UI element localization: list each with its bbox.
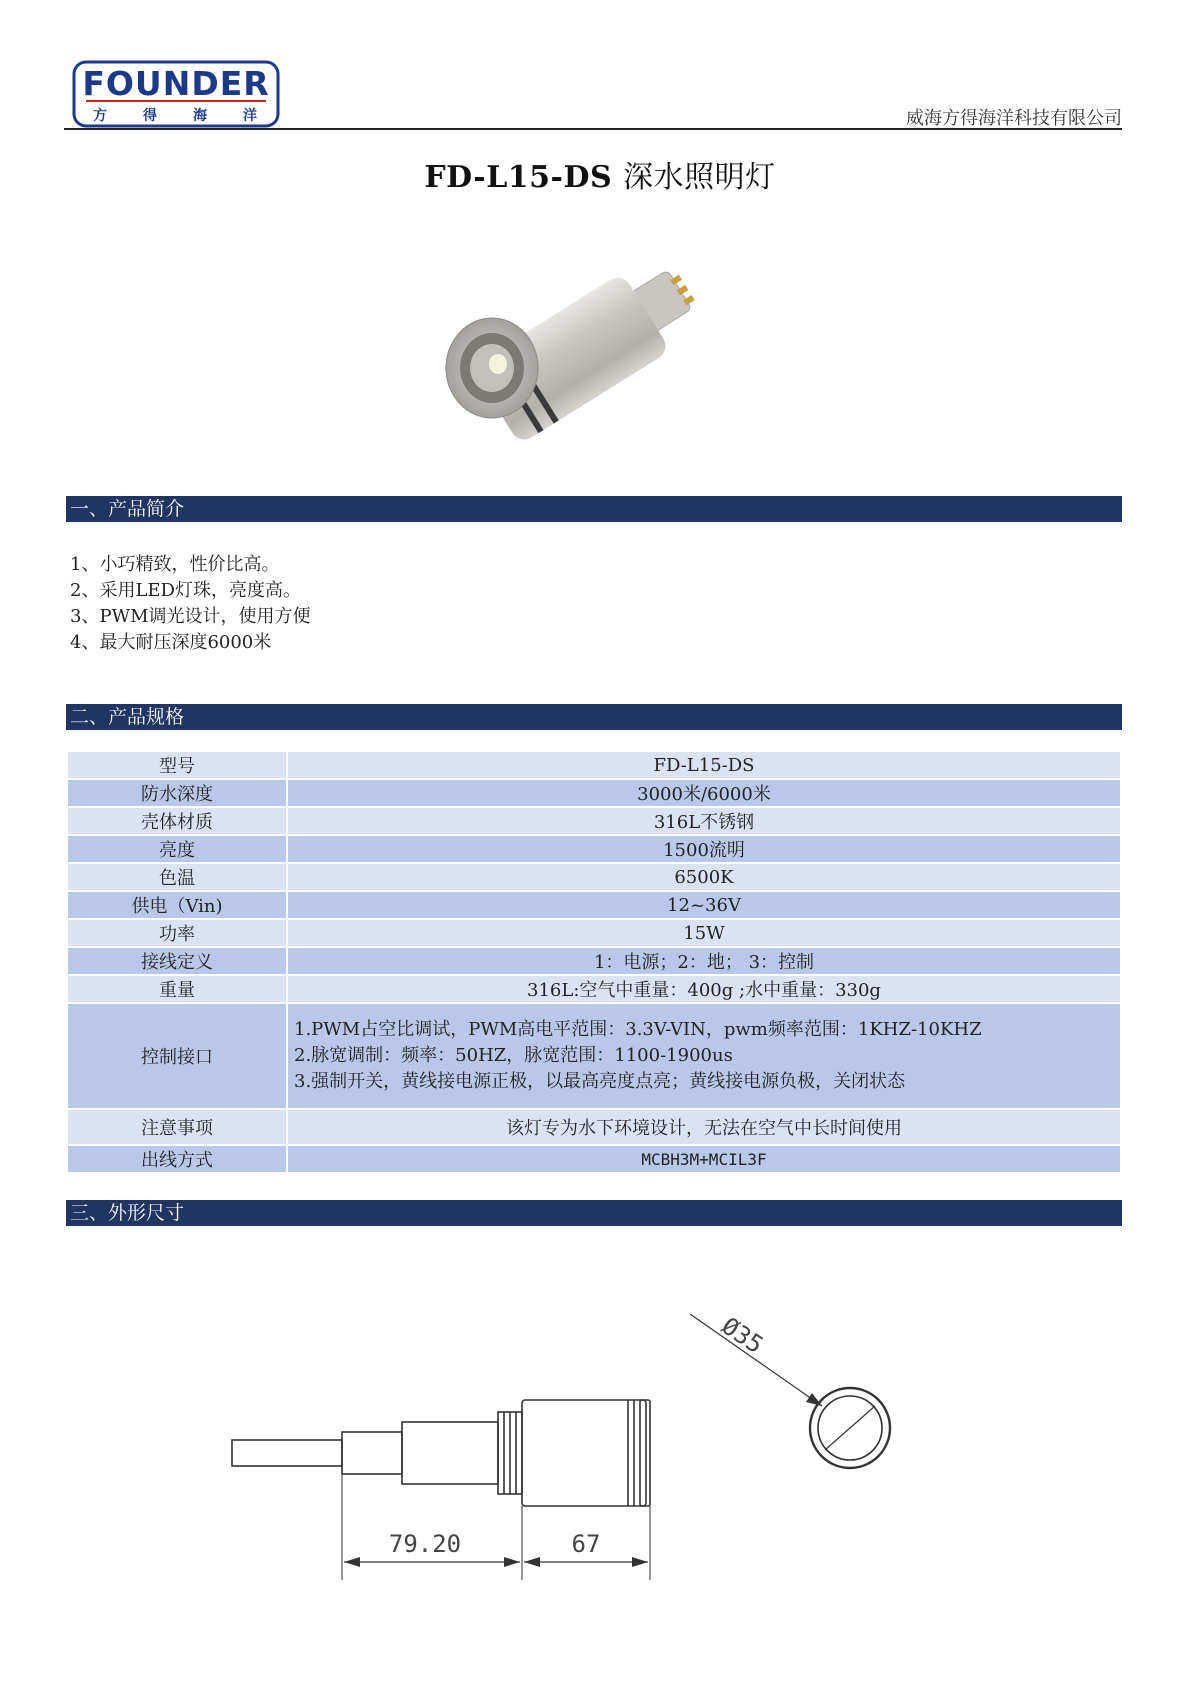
table-row xyxy=(67,751,1121,779)
spec-value: 1：电源；2：地； 3：控制 xyxy=(287,947,1121,975)
list-item: 2、采用LED灯珠，亮度高。 xyxy=(70,580,301,601)
founder-logo xyxy=(72,60,280,128)
logo-subtext-2: 得 xyxy=(143,108,157,124)
dimension-drawing xyxy=(220,1290,1000,1600)
table-row xyxy=(67,947,1121,975)
spec-key: 控制接口 xyxy=(67,1003,287,1109)
table-row xyxy=(67,975,1121,1003)
spec-key: 壳体材质 xyxy=(67,807,287,835)
table-row xyxy=(67,835,1121,863)
spec-key: 亮度 xyxy=(67,835,287,863)
list-item: 3、PWM调光设计，使用方便 xyxy=(70,606,311,627)
spec-key: 接线定义 xyxy=(67,947,287,975)
spec-key: 功率 xyxy=(67,919,287,947)
spec-value: 6500K xyxy=(287,863,1121,891)
dimension-label-left: 79.20 xyxy=(388,1530,462,1558)
control-line: 1.PWM占空比调试，PWM高电平范围：3.3V-VIN，pwm频率范围：1KHZ-10KHZ xyxy=(294,1019,982,1040)
header-divider xyxy=(64,128,1122,130)
drawing-cable xyxy=(232,1440,342,1466)
spec-value-multiline xyxy=(287,1003,1121,1109)
title-model: FD-L15-DS xyxy=(424,160,613,195)
page-title xyxy=(0,152,1200,196)
table-row xyxy=(67,863,1121,891)
control-line: 2.脉宽调制：频率：50HZ，脉宽范围：1100-1900us xyxy=(294,1045,733,1066)
spec-value: 1500流明 xyxy=(287,835,1121,863)
table-row xyxy=(67,1109,1121,1145)
company-name: 威海方得海洋科技有限公司 xyxy=(906,108,1122,129)
dimension-label-diameter: Ø35 xyxy=(716,1311,769,1360)
spec-key: 防水深度 xyxy=(67,779,287,807)
spec-key: 重量 xyxy=(67,975,287,1003)
drawing-connector-body xyxy=(402,1422,498,1484)
product-photo xyxy=(440,236,730,466)
logo-subtext-4: 洋 xyxy=(243,108,257,124)
table-row xyxy=(67,1003,1121,1109)
spec-value: 316L不锈钢 xyxy=(287,807,1121,835)
spec-key: 出线方式 xyxy=(67,1145,287,1173)
section-bar-dimensions: 三、外形尺寸 xyxy=(66,1200,1122,1226)
table-row xyxy=(67,779,1121,807)
list-item: 4、最大耐压深度6000米 xyxy=(70,632,272,653)
table-row xyxy=(67,919,1121,947)
spec-value: 3000米/6000米 xyxy=(287,779,1121,807)
spec-table xyxy=(66,750,1122,1174)
table-row xyxy=(67,1145,1121,1173)
spec-key: 型号 xyxy=(67,751,287,779)
table-row xyxy=(67,891,1121,919)
drawing-connector xyxy=(342,1432,402,1474)
logo-text: FOUNDER xyxy=(82,64,270,103)
intro-list xyxy=(70,552,311,656)
section-bar-intro: 一、产品简介 xyxy=(66,496,1122,522)
spec-value: 12~36V xyxy=(287,891,1121,919)
spec-value: 316L:空气中重量：400g ;水中重量：330g xyxy=(287,975,1121,1003)
logo-subtext-3: 海 xyxy=(193,108,207,124)
table-row xyxy=(67,807,1121,835)
spec-value: FD-L15-DS xyxy=(287,751,1121,779)
list-item: 1、小巧精致，性价比高。 xyxy=(70,554,280,575)
control-line: 3.强制开关，黄线接电源正极，以最高亮度点亮；黄线接电源负极，关闭状态 xyxy=(294,1071,906,1092)
section-bar-specs: 二、产品规格 xyxy=(66,704,1122,730)
spec-key: 注意事项 xyxy=(67,1109,287,1145)
spec-value: 该灯专为水下环境设计，无法在空气中长时间使用 xyxy=(287,1109,1121,1145)
title-name: 深水照明灯 xyxy=(623,160,776,195)
spec-value: 15W xyxy=(287,919,1121,947)
spec-key: 供电（Vin) xyxy=(67,891,287,919)
dimension-label-right: 67 xyxy=(571,1530,601,1558)
spec-value: MCBH3M+MCIL3F xyxy=(287,1145,1121,1173)
logo-subtext-1: 方 xyxy=(93,108,107,124)
spec-key: 色温 xyxy=(67,863,287,891)
